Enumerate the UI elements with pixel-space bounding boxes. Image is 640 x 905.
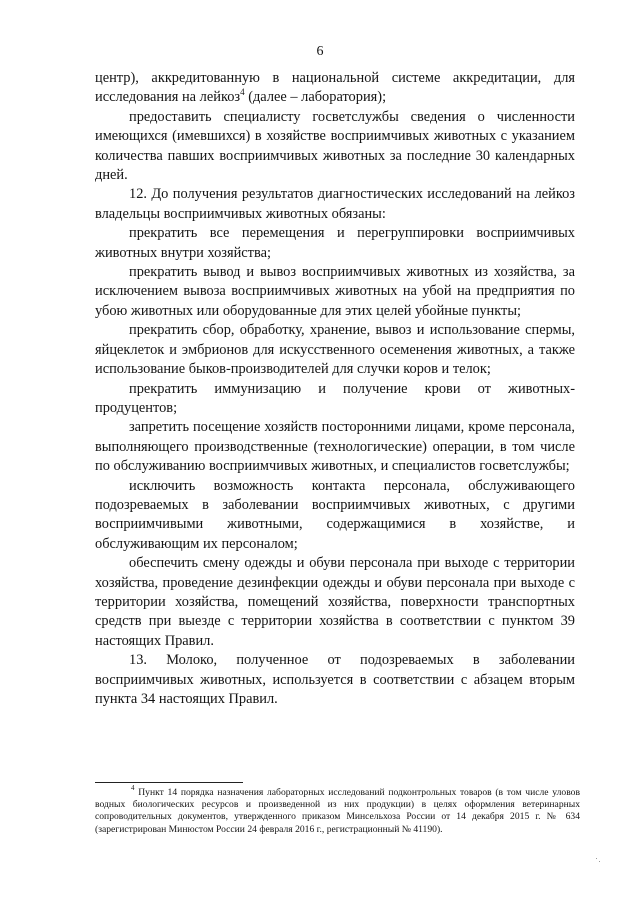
paragraph-6: прекратить сбор, обработку, хранение, вывоз и использование спермы, яйцеклеток и эмбрионов для искусственного осеменения животных, а также использование быков-производителей для случки коров и телок; xyxy=(95,322,575,378)
paragraph-1-text: центр), аккредитованную в национальной системе аккредитации, для исследования на лейкоз xyxy=(95,70,575,106)
footnote-text: Пункт 14 порядка назначения лабораторных исследований подконтрольных товаров (в том числе уловов водных биологических ресурсов и произведенной из них продукции) в целях оформления ветеринарных сопроводительных документов, утвержденного приказом Минсельхоза России от 14 декабря 2015 г. № 634 (зарегистрирован Минюстом России 24 февраля 2016 г., регистрационный № 41190). xyxy=(95,787,580,835)
page-number: 6 xyxy=(316,44,324,59)
paragraph-4: прекратить все перемещения и перегруппировки восприимчивых животных внутри хозяйства; xyxy=(95,225,575,261)
paragraph-1 xyxy=(95,69,575,108)
scan-speck xyxy=(596,858,597,859)
body-text xyxy=(95,69,575,709)
scan-speck xyxy=(599,861,600,862)
paragraph-8: запретить посещение хозяйств посторонними лицами, кроме персонала, выполняющего производственные (технологические) операции, в том числе по обслуживанию восприимчивых животных, и специалистов госветслужбы; xyxy=(95,419,575,475)
paragraph-7: прекратить иммунизацию и получение крови от животных-продуцентов; xyxy=(95,380,575,416)
footnote-marker: 4 xyxy=(131,783,135,792)
paragraph-1-tail: (далее – лаборатория); xyxy=(244,89,387,106)
footnote-reference: 4 xyxy=(240,86,245,97)
footnote-divider xyxy=(95,782,243,783)
paragraph-3: 12. До получения результатов диагностических исследований на лейкоз владельцы восприимчивых животных обязаны: xyxy=(95,186,575,222)
paragraph-9: исключить возможность контакта персонала, обслуживающего подозреваемых в заболевании восприимчивых животных, с другими восприимчивыми животными, содержащимися в хозяйстве, и обслуживающим их персоналом; xyxy=(95,477,575,552)
paragraph-5: прекратить вывод и вывоз восприимчивых животных из хозяйства, за исключением вывоза восприимчивых животных на убой на предприятия по убою животных или оборудованные для этих целей убойные пункты; xyxy=(95,264,575,319)
paragraph-11: 13. Молоко, полученное от подозреваемых в заболевании восприимчивых животных, используется в соответствии с абзацем вторым пункта 34 настоящих Правил. xyxy=(95,652,575,707)
footnote xyxy=(95,783,580,836)
paragraph-10: обеспечить смену одежды и обуви персонала при выходе с территории хозяйства, проведение дезинфекции одежды и обуви персонала при выходе с территории хозяйства, помещений хозяйства, поверхности транспортных средств при выезде с территории хозяйства в соответствии с пунктом 39 настоящих Правил. xyxy=(95,555,575,649)
paragraph-2: предоставить специалисту госветслужбы сведения о численности имеющихся (имевшихся) в хозяйстве восприимчивых животных с указанием количества павших восприимчивых животных за последние 30 календарных дней. xyxy=(95,108,575,184)
